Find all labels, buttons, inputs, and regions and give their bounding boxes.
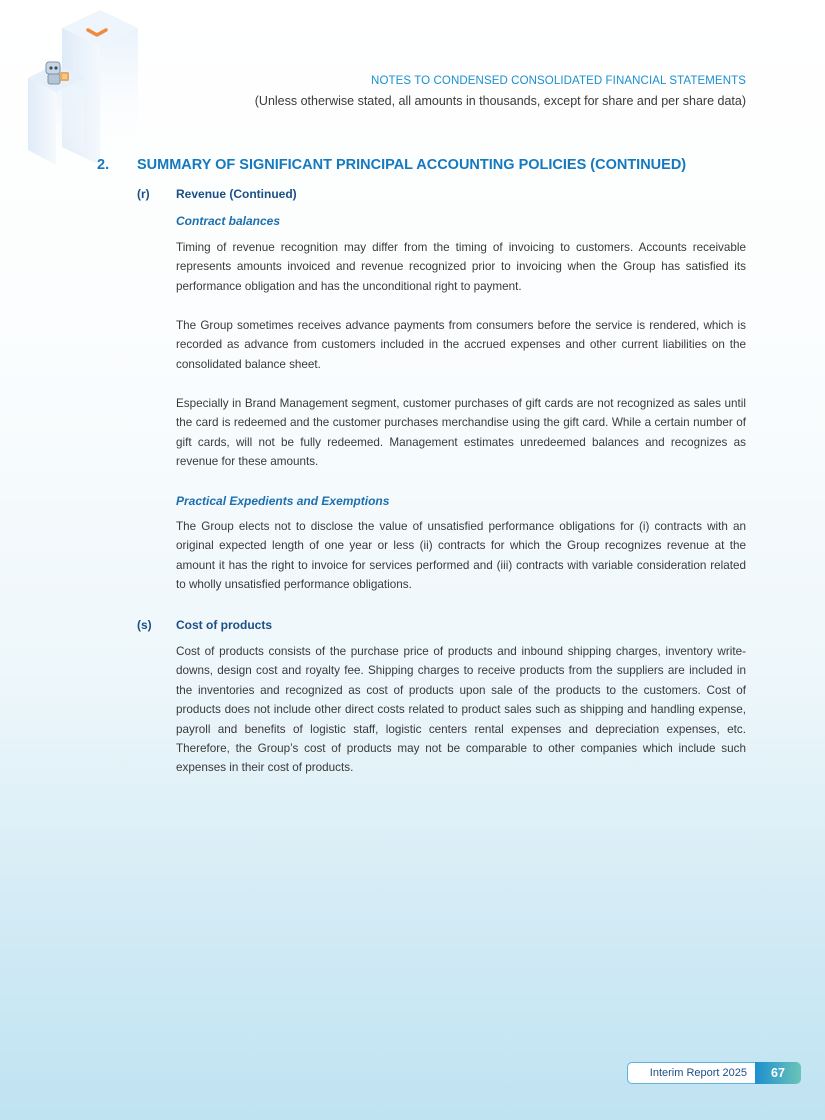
subsection-s-title: Cost of products <box>176 618 272 632</box>
subsection-r-title: Revenue (Continued) <box>176 187 297 201</box>
subsection-s-letter: (s) <box>137 618 152 632</box>
running-header-note: (Unless otherwise stated, all amounts in thousands, except for share and per share data) <box>254 94 746 108</box>
contract-balances-paragraph-3: Especially in Brand Management segment, customer purchases of gift cards are not recognized as sales until the card is redeemed and the customer purchases merchandise using the gift card. While a certain number of gift cards, will not be fully redeemed. Management estimates unredeemed balances and recognizes as revenue for these amounts. <box>176 397 746 469</box>
practical-expedients-paragraph: The Group elects not to disclose the value of unsatisfied performance obligations for (i) contracts with an original expected length of one year or less (ii) contracts for which the Group recognizes revenue at the amount it has the right to invoice for services performed and (iii) contracts with variable consideration related to wholly unsatisfied performance obligations. <box>176 520 746 592</box>
running-header-title: NOTES TO CONDENSED CONSOLIDATED FINANCIAL STATEMENTS <box>371 75 746 87</box>
section-title: SUMMARY OF SIGNIFICANT PRINCIPAL ACCOUNTING POLICIES (CONTINUED) <box>137 157 687 173</box>
section-number: 2. <box>97 157 110 173</box>
footer-report-label: Interim Report 2025 <box>627 1062 757 1084</box>
subsection-r-letter: (r) <box>137 187 150 201</box>
robot-figure-icon <box>40 58 74 88</box>
isometric-cube-decoration-icon <box>0 0 150 170</box>
page-number: 67 <box>755 1062 801 1084</box>
page-footer <box>627 1062 801 1086</box>
contract-balances-paragraph-1: Timing of revenue recognition may differ from the timing of invoicing to customers. Accounts receivable represents amounts invoiced and revenue recognized prior to invoicing when the Group has satisfied its performance obligation and has the unconditional right to payment. <box>176 241 746 293</box>
cost-of-products-paragraph: Cost of products consists of the purchase price of products and inbound shipping charges, inventory write-downs, design cost and royalty fee. Shipping charges to receive products from the suppliers are included in the inventories and recognized as cost of products upon sale of the products to the customers. Cost of products does not include other direct costs related to product sales such as shipping and handling expense, payroll and benefits of logistic staff, logistic centers rental expenses and depreciation expenses, etc. Therefore, the Group’s cost of products may not be comparable to other companies which include such expenses in their cost of products. <box>176 645 746 775</box>
contract-balances-heading: Contract balances <box>176 214 281 228</box>
contract-balances-paragraph-2: The Group sometimes receives advance payments from consumers before the service is rendered, which is recorded as advance from customers included in the accrued expenses and other current liabilities on the consolidated balance sheet. <box>176 319 746 371</box>
practical-expedients-heading: Practical Expedients and Exemptions <box>176 494 390 508</box>
